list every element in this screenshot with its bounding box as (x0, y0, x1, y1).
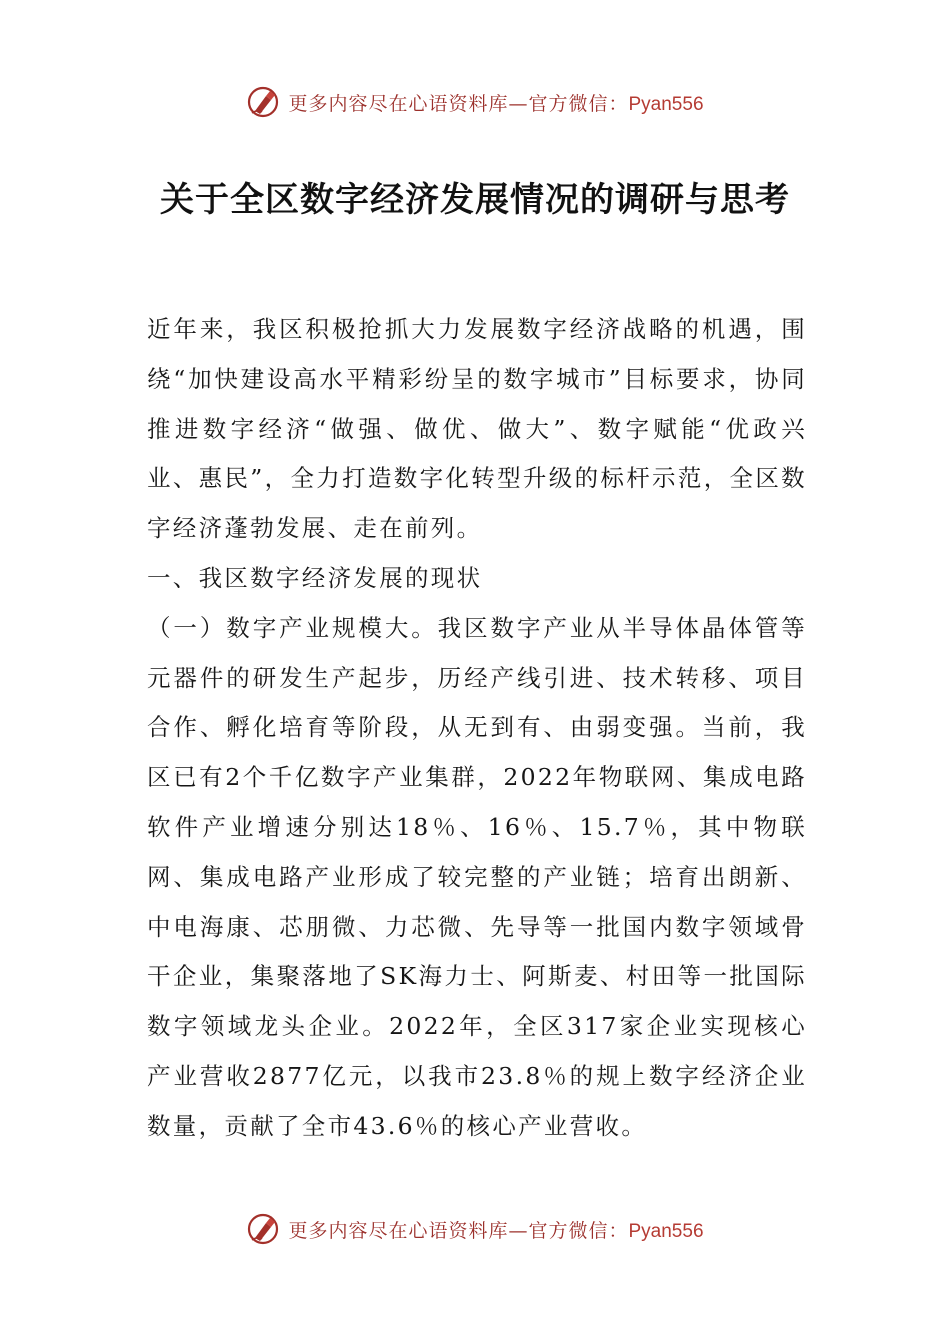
pen-nib-logo-icon (246, 85, 280, 119)
watermark-text: 更多内容尽在心语资料库—官方微信：Pyan556 (288, 1219, 704, 1242)
header-watermark (0, 82, 950, 122)
document-body (147, 305, 807, 1152)
pen-nib-logo-icon (246, 1212, 280, 1246)
intro-paragraph: 近年来，我区积极抢抓大力发展数字经济战略的机遇，围绕“加快建设高水平精彩纷呈的数字城市”目标要求，协同推进数字经济“做强、做优、做大”、数字赋能“优政兴业、惠民”，全力打造数字化转型升级的标杆示范，全区数字经济蓬勃发展、走在前列。 (147, 315, 807, 543)
section-heading: 一、我区数字经济发展的现状 (147, 563, 483, 592)
document-title: 关于全区数字经济发展情况的调研与思考 (160, 180, 790, 220)
watermark-wechat-id: Pyan556 (628, 93, 704, 115)
body-paragraph: （一）数字产业规模大。我区数字产业从半导体晶体管等元器件的研发生产起步，历经产线引进、技术转移、项目合作、孵化培育等阶段，从无到有、由弱变强。当前，我区已有2个千亿数字产业集群，2022年物联网、集成电路软件产业增速分别达18％、16％、15.7％，其中物联网、集成电路产业形成了较完整的产业链；培育出朗新、中电海康、芯朋微、力芯微、先导等一批国内数字领域骨干企业，集聚落地了SK海力士、阿斯麦、村田等一批国际数字领域龙头企业。2022年，全区317家企业实现核心产业营收2877亿元，以我市23.8％的规上数字经济企业数量，贡献了全市43.6％的核心产业营收。 (147, 613, 807, 1140)
footer-watermark (0, 1209, 950, 1249)
watermark-text: 更多内容尽在心语资料库—官方微信：Pyan556 (288, 92, 704, 115)
watermark-wechat-id: Pyan556 (628, 1220, 704, 1242)
